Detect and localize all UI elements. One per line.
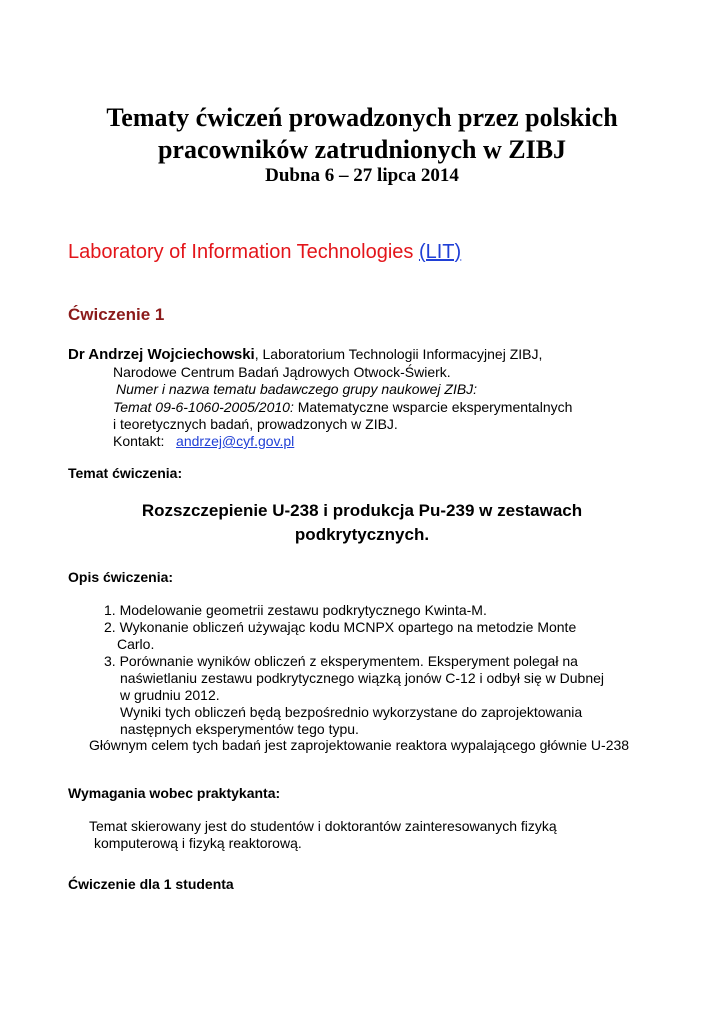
list-item: 3. Porównanie wyników obliczeń z eksperymentem. Eksperyment polegał na: [104, 653, 578, 669]
lab-heading: [68, 241, 461, 264]
temat-line2: i teoretycznych badań, prowadzonych w ZIBJ.: [113, 416, 398, 432]
supervisor-name: Dr Andrzej Wojciechowski: [68, 346, 255, 363]
temat-label: Temat 09-6-1060-2005/2010:: [113, 399, 294, 415]
lab-abbr-link[interactable]: (LIT): [418, 241, 462, 263]
list-item: Carlo.: [117, 636, 155, 652]
requirements-label: Wymagania wobec praktykanta:: [68, 785, 281, 801]
page-title-line2: pracowników zatrudnionych w ZIBJ: [157, 135, 567, 164]
temat-text: Matematyczne wsparcie eksperymentalnych: [293, 399, 573, 415]
list-item: następnych eksperymentów tego typu.: [120, 721, 359, 737]
contact-email-link[interactable]: andrzej@cyf.gov.pl: [176, 433, 295, 449]
topic-label: Temat ćwiczenia:: [68, 465, 183, 481]
contact-label: Kontakt:: [113, 433, 177, 449]
topic-title-line2: podkrytycznych.: [294, 525, 430, 544]
affiliation-line2: Narodowe Centrum Badań Jądrowych Otwock-Świerk.: [113, 364, 451, 380]
page-subtitle: Dubna 6 – 27 lipca 2014: [265, 165, 459, 186]
lab-name: Laboratory of Information Technologies: [68, 241, 419, 263]
requirements-line2: komputerową i fizyką reaktorową.: [94, 835, 302, 851]
list-item: naświetlaniu zestawu podkrytycznego wiązką jonów C-12 i odbył się w Dubnej: [120, 670, 605, 686]
list-item: Głównym celem tych badań jest zaprojektowanie reaktora wypalającego głównie U-238: [89, 737, 630, 753]
supervisor-line: [68, 346, 542, 363]
list-item: Wyniki tych obliczeń będą bezpośrednio wykorzystane do zaprojektowania: [120, 704, 583, 720]
page-title-line1: Tematy ćwiczeń prowadzonych przez polskich: [106, 103, 618, 132]
topic-title-line1: Rozszczepienie U-238 i produkcja Pu-239 w zestawach: [141, 501, 583, 520]
requirements-line1: Temat skierowany jest do studentów i doktorantów zainteresowanych fizyką: [89, 818, 557, 834]
group-label: Numer i nazwa tematu badawczego grupy naukowej ZIBJ:: [116, 381, 478, 397]
list-item: 2. Wykonanie obliczeń używając kodu MCNPX opartego na metodzie Monte: [104, 619, 577, 635]
affiliation-line1: , Laboratorium Technologii Informacyjnej ZIBJ,: [254, 346, 543, 362]
list-item: 1. Modelowanie geometrii zestawu podkrytycznego Kwinta-M.: [104, 602, 487, 618]
contact-line: [113, 433, 294, 449]
description-label: Opis ćwiczenia:: [68, 569, 174, 585]
list-item: w grudniu 2012.: [120, 687, 220, 703]
students-label: Ćwiczenie dla 1 studenta: [68, 876, 234, 892]
temat-line: [113, 399, 572, 415]
exercise-heading: Ćwiczenie 1: [68, 305, 165, 324]
